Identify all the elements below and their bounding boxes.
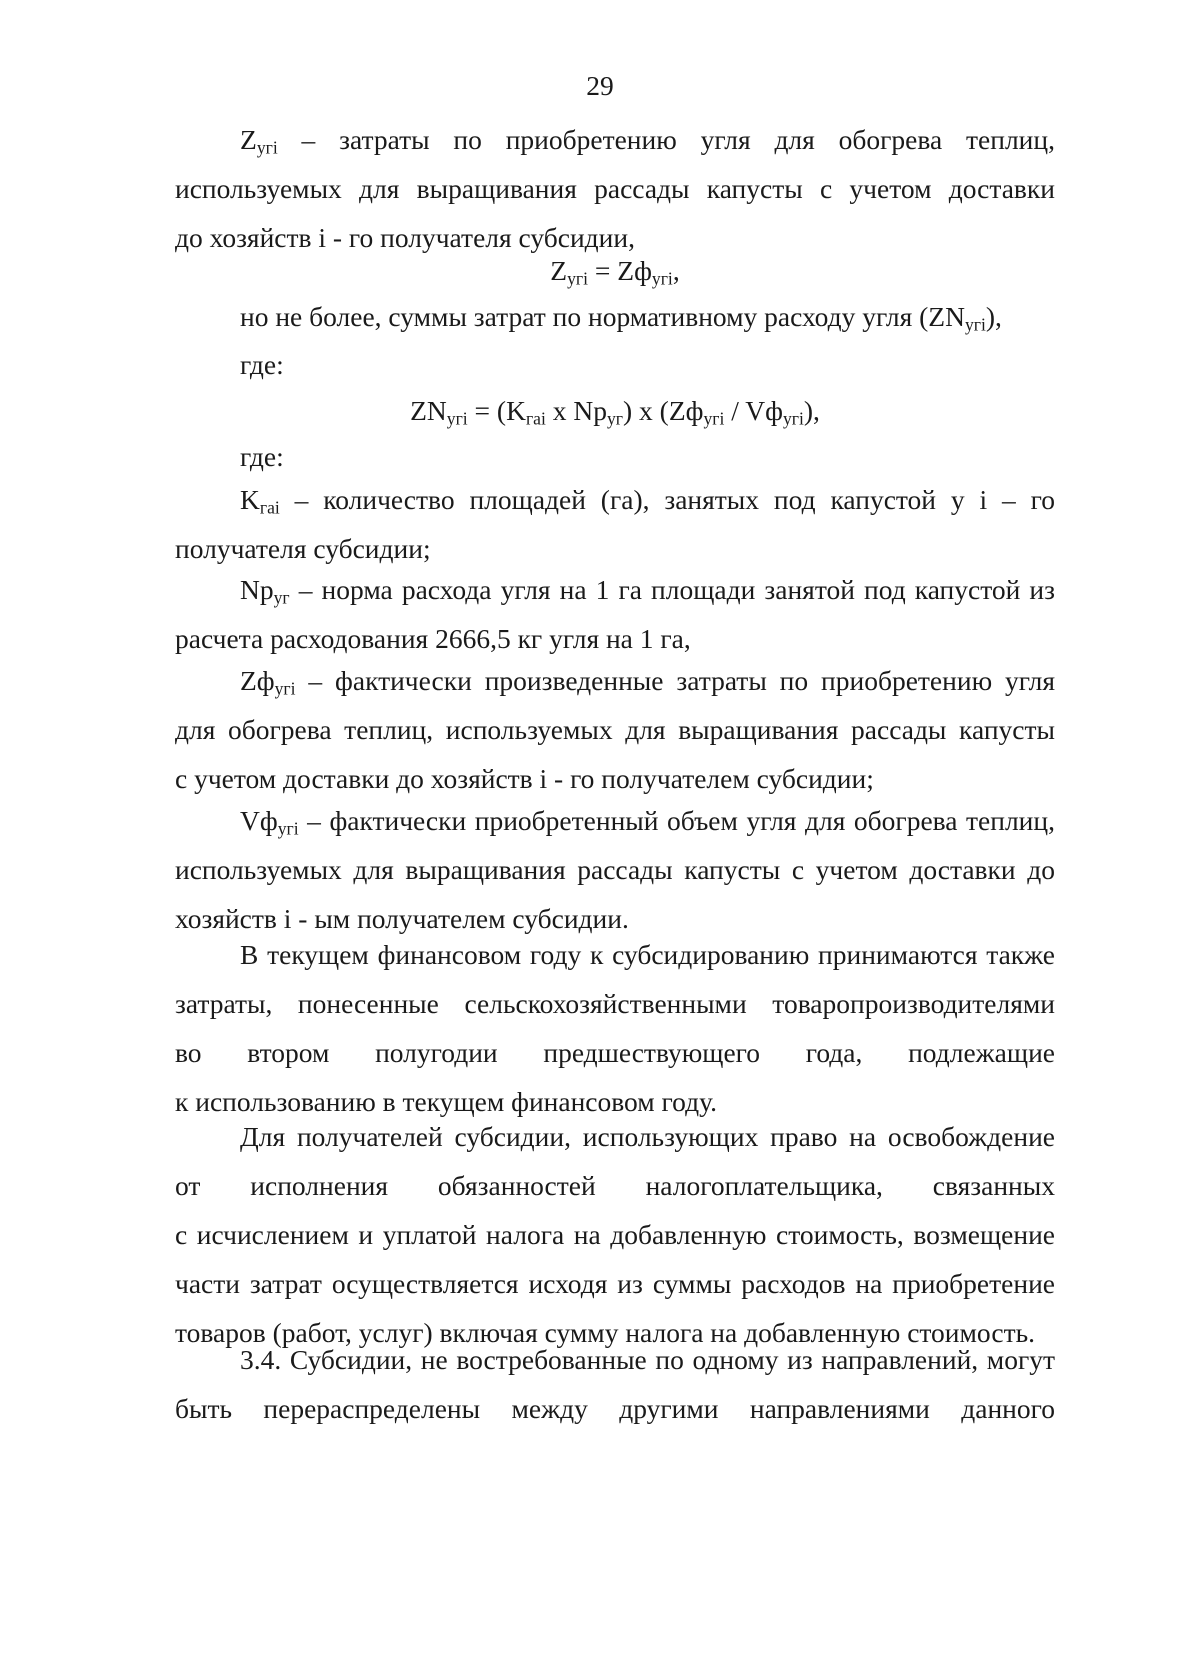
text-line: быть перераспределены между другими направлениями данного <box>175 1393 1055 1424</box>
text-line: используемых для выращивания рассады капусты с учетом доставки <box>175 173 1055 204</box>
paragraph-vat <box>175 1112 1055 1357</box>
text-line: 3.4. Субсидии, не востребованные по одному из направлений, могут <box>240 1344 1055 1375</box>
text-line: хозяйств i - ым получателем субсидии. <box>175 903 629 934</box>
limit-tail: ), <box>985 301 1002 332</box>
subscript: угi <box>703 408 725 429</box>
paragraph-current-year <box>175 930 1055 1126</box>
text-line: от исполнения обязанностей налогоплательщика, связанных <box>175 1170 1055 1201</box>
text-line: В текущем финансовом году к субсидированию принимаются также <box>240 939 1055 970</box>
subscript: гаi <box>259 497 280 518</box>
symbol: K <box>240 484 260 515</box>
symbol: Vф <box>240 805 278 836</box>
text-line: используемых для выращивания рассады капусты с учетом доставки до <box>175 854 1055 885</box>
zygi-definition <box>175 115 1055 262</box>
symbol: Zф <box>240 665 275 696</box>
text-line: расчета расходования 2666,5 кг угля на 1 га, <box>175 623 691 654</box>
text-line <box>175 115 1055 164</box>
definition-text: – фактически приобретенный объем угля для обогрева теплиц, <box>307 805 1055 836</box>
text-line: с исчислением и уплатой налога на добавленную стоимость, возмещение <box>175 1219 1055 1250</box>
text-line <box>175 475 1055 524</box>
subscript: уг <box>273 587 290 608</box>
text-line <box>175 292 1055 341</box>
subscript: угi <box>964 314 986 335</box>
formula-line <box>175 386 1055 435</box>
text-line: затраты, понесенные сельскохозяйственными товаропроизводителями <box>175 988 1055 1019</box>
text-line: во втором полугодии предшествующего года, подлежащие <box>175 1037 1055 1068</box>
vf-definition <box>175 796 1055 943</box>
limit-line <box>175 292 1055 341</box>
definition-text: – норма расхода угля на 1 га площади занятой под капустой из <box>298 574 1055 605</box>
formula-part: = Zф <box>588 255 652 286</box>
formula-part: Z <box>550 255 568 286</box>
formula-zygi <box>175 246 1055 295</box>
text-line: части затрат осуществляется исходя из суммы расходов на приобретение <box>175 1268 1055 1299</box>
subscript: уг <box>607 408 624 429</box>
formula-part: = (K <box>467 395 526 426</box>
formula-part: , <box>672 255 680 286</box>
subscript: гаi <box>525 408 546 429</box>
subscript: угi <box>446 408 468 429</box>
limit-text: но не более, суммы затрат по нормативному расходу угля (ZN <box>240 301 965 332</box>
where-label <box>175 432 1055 481</box>
text-line <box>175 796 1055 845</box>
text-line: где: <box>240 349 284 380</box>
formula-part: / Vф <box>724 395 783 426</box>
formula-part: х Np <box>545 395 607 426</box>
text-line: к использованию в текущем финансовом году. <box>175 1086 717 1117</box>
zf-definition <box>175 656 1055 803</box>
text-line: до хозяйств i - го получателя субсидии, <box>175 222 635 253</box>
formula-part: ), <box>803 395 820 426</box>
subscript: угi <box>277 818 299 839</box>
formula-line <box>175 246 1055 295</box>
subscript: угi <box>567 268 589 289</box>
symbol: Np <box>240 574 274 605</box>
formula-part: ZN <box>410 395 447 426</box>
text-line: где: <box>240 441 284 472</box>
where-label <box>175 340 1055 389</box>
subscript: угi <box>256 137 278 158</box>
npyg-definition <box>175 565 1055 663</box>
text-line: для обогрева теплиц, используемых для выращивания рассады капусты <box>175 714 1055 745</box>
paragraph-3-4 <box>175 1335 1055 1433</box>
subscript: угi <box>651 268 673 289</box>
text-line: с учетом доставки до хозяйств i - го получателем субсидии; <box>175 763 874 794</box>
subscript: угi <box>274 678 296 699</box>
text-line: товаров (работ, услуг) включая сумму налога на добавленную стоимость. <box>175 1317 1036 1348</box>
symbol: Z <box>240 124 257 155</box>
text-line <box>175 656 1055 705</box>
definition-text: – фактически произведенные затраты по приобретению угля <box>308 665 1056 696</box>
definition-text: – затраты по приобретению угля для обогрева теплиц, <box>301 124 1055 155</box>
text-line <box>175 565 1055 614</box>
kgai-definition <box>175 475 1055 573</box>
text-line: получателя субсидии; <box>175 533 431 564</box>
formula-zn <box>175 386 1055 435</box>
page-number: 29 <box>586 70 614 101</box>
definition-text: – количество площадей (га), занятых под капустой у i – го <box>294 484 1055 515</box>
text-line: Для получателей субсидии, использующих право на освобождение <box>240 1121 1055 1152</box>
subscript: угi <box>782 408 804 429</box>
formula-part: ) х (Zф <box>623 395 704 426</box>
